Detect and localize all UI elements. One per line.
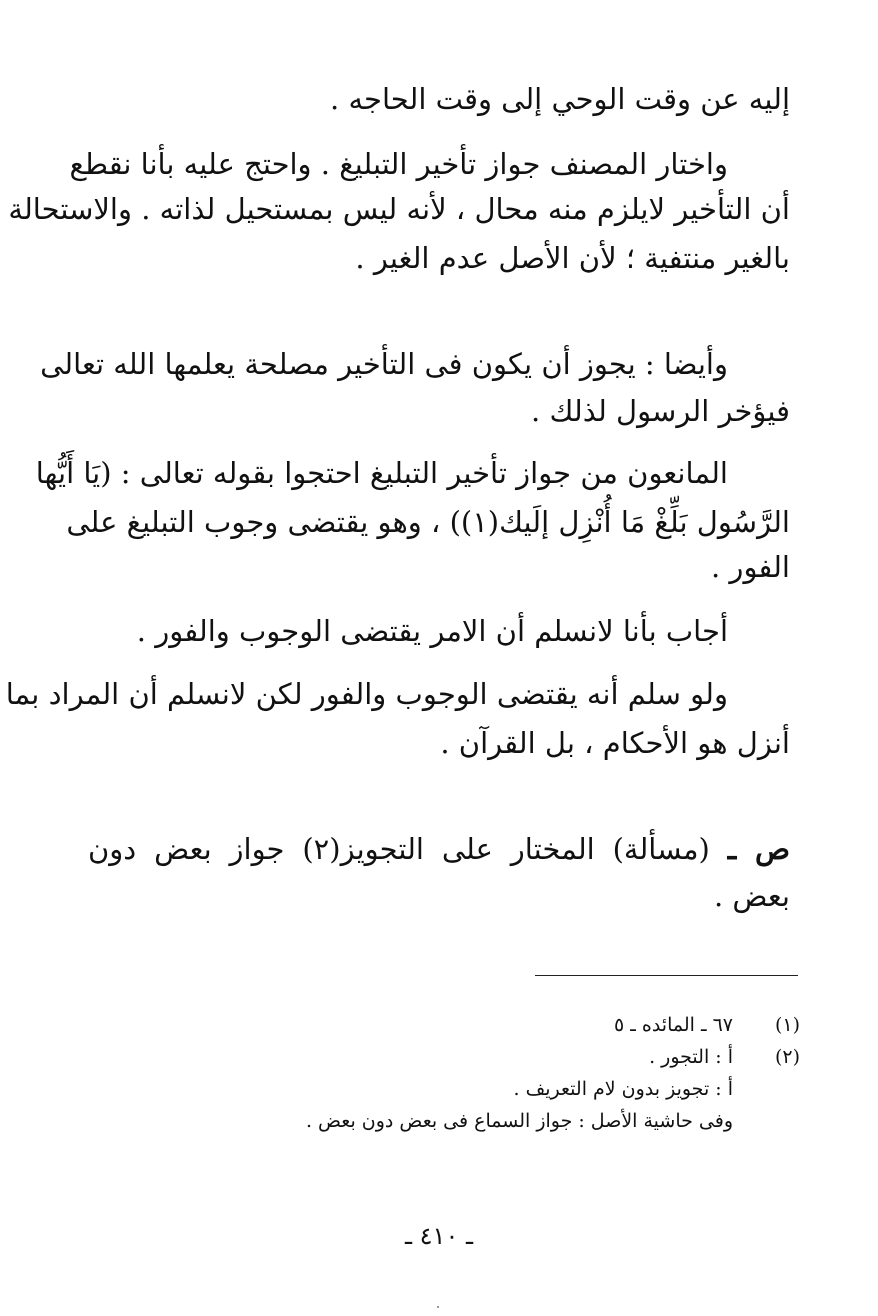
footnote-number: (١) xyxy=(774,1014,800,1036)
footnote-text: ٦٧ ـ المائده ـ ٥ xyxy=(614,1014,733,1036)
text-line: إليه عن وقت الوحي إلى وقت الحاجه . xyxy=(330,82,790,116)
scan-speck xyxy=(437,1306,439,1308)
footnote-number: (٢) xyxy=(774,1046,800,1068)
text-line: (مسألة) المختار على التجويز(٢) جواز بعض دون xyxy=(88,832,710,866)
text-line: ولو سلم أنه يقتضى الوجوب والفور لكن لانسلم أن المراد بما xyxy=(5,677,728,711)
text-line: بالغير منتفية ؛ لأن الأصل عدم الغير . xyxy=(355,241,790,275)
text-line: بعض . xyxy=(713,879,790,913)
footnote-text: وفى حاشية الأصل : جواز السماع فى بعض دون بعض . xyxy=(305,1110,733,1132)
footnote-divider xyxy=(535,975,798,976)
text-line: وأيضا : يجوز أن يكون فى التأخير مصلحة يعلمها الله تعالى xyxy=(40,347,728,381)
footnote-text: أ : تجويز بدون لام التعريف . xyxy=(513,1078,733,1100)
text-line: أجاب بأنا لانسلم أن الامر يقتضى الوجوب والفور . xyxy=(136,614,728,648)
text-line: المانعون من جواز تأخير التبليغ احتجوا بقوله تعالى : (يَا أَيُّها xyxy=(35,456,728,490)
footnote-text: أ : التجور . xyxy=(649,1046,733,1068)
page-number: ـ ٤١٠ ـ xyxy=(404,1222,473,1250)
question-line xyxy=(88,828,790,870)
text-line: واختار المصنف جواز تأخير التبليغ . واحتج عليه بأنا نقطع xyxy=(69,147,728,181)
text-line: الفور . xyxy=(711,550,790,584)
text-line: أن التأخير لايلزم منه محال ، لأنه ليس بمستحيل لذاته . والاستحالة xyxy=(8,192,790,226)
text-line: الرَّسُول بَلِّغْ مَا أُنْزِل إلَيك(١)) ، وهو يقتضى وجوب التبليغ على xyxy=(66,505,790,539)
text-line: أنزل هو الأحكام ، بل القرآن . xyxy=(440,726,790,760)
text-line: فيؤخر الرسول لذلك . xyxy=(531,394,790,428)
section-marker: ص ـ xyxy=(727,832,791,866)
